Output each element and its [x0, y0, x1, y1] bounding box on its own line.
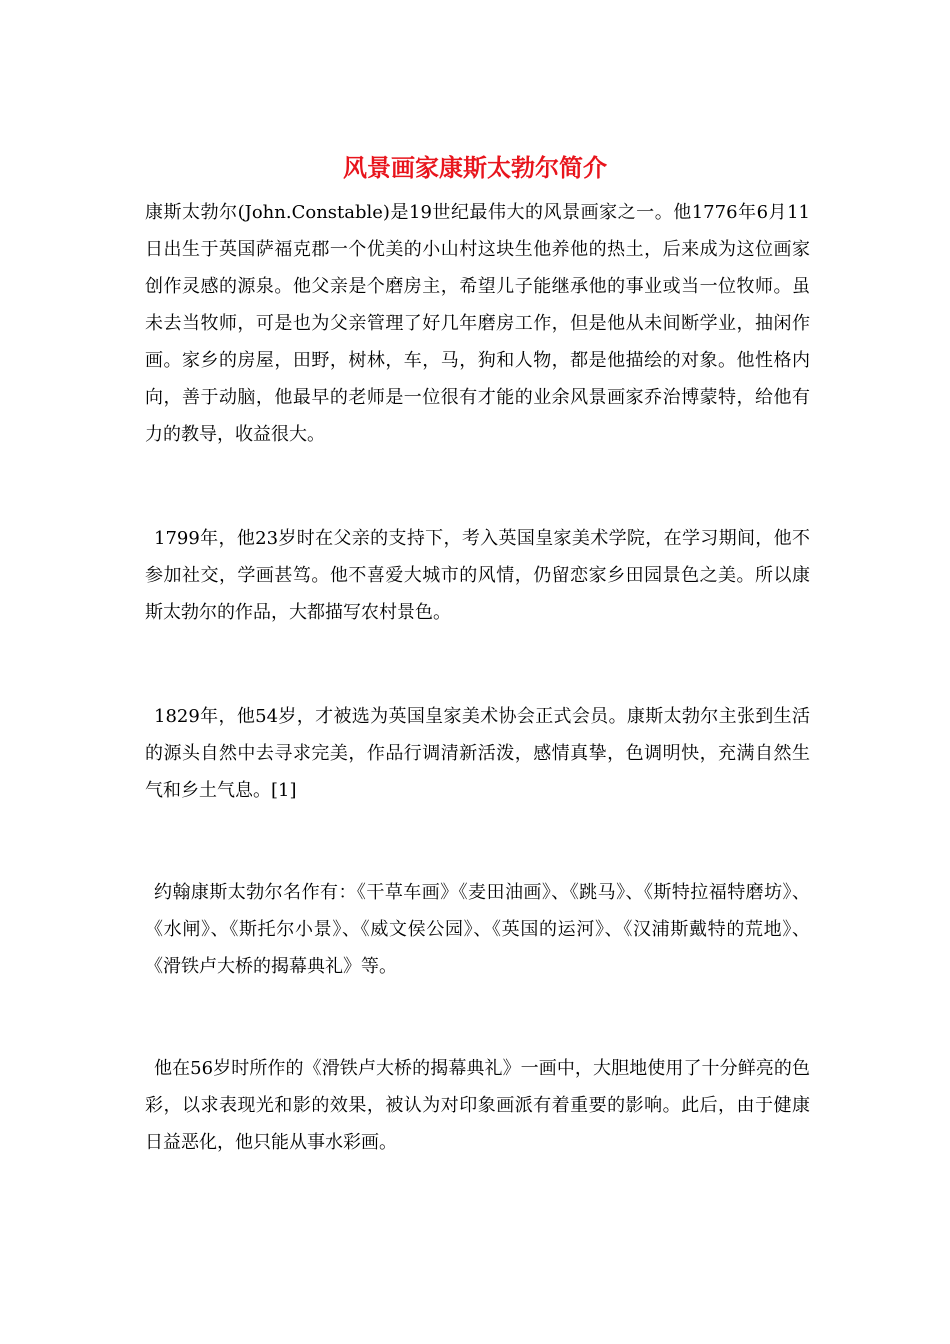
paragraph-membership: 1829年，他54岁，才被选为英国皇家美术协会正式会员。康斯太勃尔主张到生活的源头自然中去寻求完美，作品行调清新活泼，感情真挚，色调明快，充满自然生气和乡土气息。[1] — [145, 706, 810, 801]
paragraph-academy: 1799年，他23岁时在父亲的支持下，考入英国皇家美术学院，在学习期间，他不参加社交，学画甚笃。他不喜爱大城市的风情，仍留恋家乡田园景色之美。所以康斯太勃尔的作品，大都描写农村景色。 — [145, 528, 810, 623]
paragraph-intro: 康斯太勃尔(John.Constable)是19世纪最伟大的风景画家之一。他1776年6月11日出生于英国萨福克郡一个优美的小山村这块生他养他的热土，后来成为这位画家创作灵感的源泉。他父亲是个磨房主，希望儿子能继承他的事业或当一位牧师。虽未去当牧师，可是也为父亲管理了好几年磨房工作，但是他从未间断学业，抽闲作画。家乡的房屋，田野，树林，车，马，狗和人物，都是他描绘的对象。他性格内向，善于动脑，他最早的老师是一位很有才能的业余风景画家乔治博蒙特，给他有力的教导，收益很大。 — [145, 202, 810, 445]
document-title: 风景画家康斯太勃尔简介 — [343, 153, 607, 182]
paragraph-works: 约翰康斯太勃尔名作有：《干草车画》《麦田油画》、《跳马》、《斯特拉福特磨坊》、《水闸》、《斯托尔小景》、《威文侯公园》、《英国的运河》、《汉浦斯戴特的荒地》、《滑铁卢大桥的揭幕典礼》等。 — [145, 882, 810, 977]
paragraph-late-career: 他在56岁时所作的《滑铁卢大桥的揭幕典礼》一画中，大胆地使用了十分鲜亮的色彩，以求表现光和影的效果，被认为对印象画派有着重要的影响。此后，由于健康日益恶化，他只能从事水彩画。 — [145, 1058, 810, 1153]
